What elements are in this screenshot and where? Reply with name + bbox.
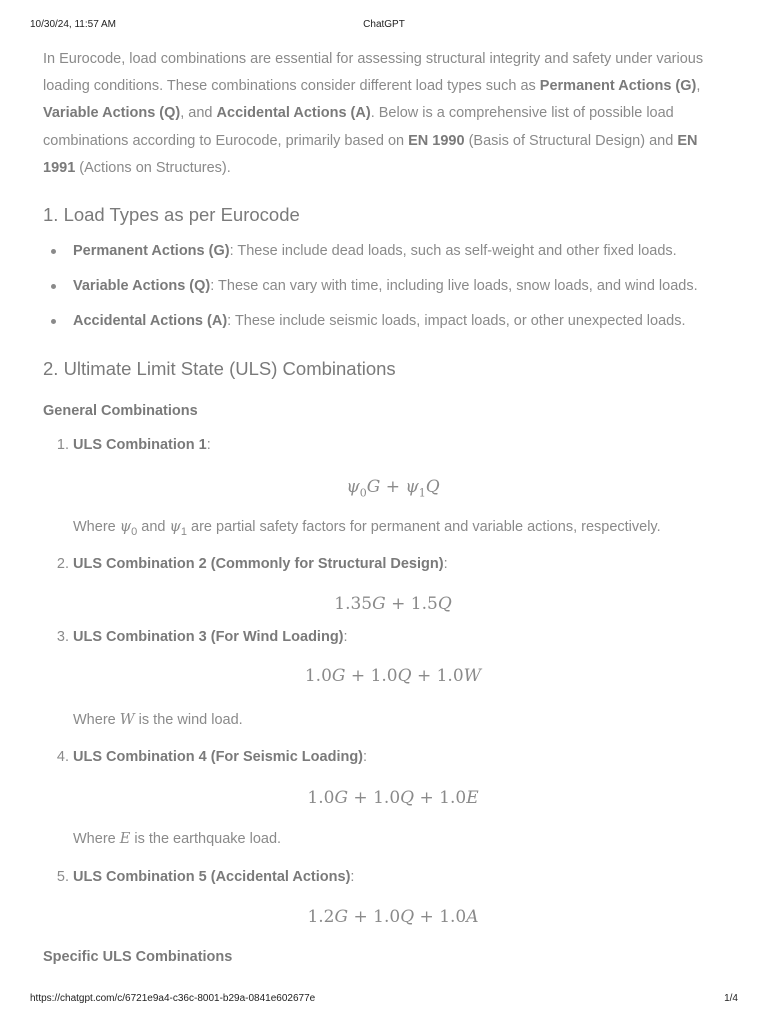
note-symbol: E xyxy=(119,831,131,847)
section-heading-load-types: 1. Load Types as per Eurocode xyxy=(43,204,300,225)
bullet-text: : These include seismic loads, impact loads, or other unexpected loads. xyxy=(227,313,686,329)
bullet-term: Variable Actions (Q) xyxy=(73,278,211,294)
formula-variable: Q xyxy=(437,594,452,614)
formula-operator: + xyxy=(414,788,440,808)
bullet-text: : These include dead loads, such as self-weight and other fixed loads. xyxy=(229,243,677,259)
note-3 xyxy=(73,712,243,728)
formula-coefficient: 1.0 xyxy=(307,788,335,808)
formula-coefficient: 1.0 xyxy=(373,788,401,808)
list-number: 5. xyxy=(56,869,69,885)
formula-variable: Q xyxy=(400,907,415,927)
formula-coefficient: 1.0 xyxy=(439,788,467,808)
formula-2 xyxy=(43,594,743,614)
intro-text: In Eurocode, load combinations are essential for assessing structural integrity and safety under various loading conditions. These combinations consider different load types such as xyxy=(43,51,704,95)
note-text: is the earthquake load. xyxy=(130,831,282,847)
formula-variable: Q xyxy=(425,477,440,497)
document-body xyxy=(43,46,728,965)
intro-text: . Below is a comprehensive list of possible load combinations according to Eurocode, primarily based on xyxy=(43,105,674,149)
intro-text: (Basis of Structural Design) and xyxy=(464,132,678,149)
formula-variable: G xyxy=(331,666,346,686)
formula-variable: A xyxy=(466,907,479,927)
list-number: 1. xyxy=(56,437,69,453)
bullet-icon xyxy=(51,249,56,254)
note-text: Where xyxy=(73,712,120,728)
label-colon: : xyxy=(363,749,368,765)
label-colon: : xyxy=(343,629,348,645)
combination-label xyxy=(73,435,211,455)
list-number: 4. xyxy=(56,749,69,765)
combination-title: ULS Combination 1 xyxy=(73,437,207,453)
formula-1 xyxy=(43,477,743,499)
list-item xyxy=(43,275,743,310)
note-text: is the wind load. xyxy=(134,712,243,728)
combination-label xyxy=(73,554,448,574)
intro-bold: Accidental Actions (A) xyxy=(216,105,371,122)
note-text: and xyxy=(137,519,170,535)
combination-title: ULS Combination 3 (For Wind Loading) xyxy=(73,629,344,645)
formula-variable: G xyxy=(334,788,349,808)
note-1 xyxy=(73,519,661,538)
note-4 xyxy=(73,831,281,847)
formula-symbol: ψ xyxy=(405,477,419,497)
formula-subscript: 0 xyxy=(359,486,367,500)
combination-label xyxy=(73,867,354,887)
formula-operator: + xyxy=(385,594,411,614)
formula-coefficient: 1.0 xyxy=(439,907,467,927)
formula-variable: W xyxy=(463,666,482,686)
intro-text: (Actions on Structures). xyxy=(75,159,231,176)
note-text: are partial safety factors for permanent and variable actions, respectively. xyxy=(187,519,661,535)
list-number: 3. xyxy=(56,629,69,645)
intro-bold: EN 1990 xyxy=(408,132,465,149)
note-text: Where xyxy=(73,519,120,535)
bullet-term: Accidental Actions (A) xyxy=(73,313,228,329)
bullet-icon xyxy=(51,284,56,289)
load-types-list xyxy=(43,240,743,345)
intro-text: , xyxy=(696,78,701,95)
intro-bold: Variable Actions (Q) xyxy=(43,105,181,122)
note-subscript: 0 xyxy=(131,525,138,538)
print-date: 10/30/24, 11:57 AM xyxy=(30,19,116,30)
formula-operator: + xyxy=(414,907,440,927)
formula-coefficient: 1.5 xyxy=(410,594,438,614)
subheading-general: General Combinations xyxy=(43,403,198,419)
combination-title: ULS Combination 2 (Commonly for Structural Design) xyxy=(73,556,444,572)
formula-5 xyxy=(43,907,743,927)
formula-operator: + xyxy=(411,666,437,686)
formula-variable: G xyxy=(372,594,386,614)
formula-operator: + xyxy=(348,907,374,927)
formula-4 xyxy=(43,788,743,808)
formula-variable: Q xyxy=(397,666,412,686)
intro-paragraph xyxy=(43,46,728,182)
formula-3 xyxy=(43,666,743,686)
formula-coefficient: 1.0 xyxy=(370,666,398,686)
bullet-text: : These can vary with time, including live loads, snow loads, and wind loads. xyxy=(210,278,698,294)
bullet-icon xyxy=(51,319,56,324)
formula-coefficient: 1.35 xyxy=(334,594,373,614)
formula-operator: + xyxy=(348,788,374,808)
intro-bold: EN 1991 xyxy=(43,132,698,176)
formula-symbol: ψ xyxy=(346,477,360,497)
note-subscript: 1 xyxy=(180,525,187,538)
formula-variable: G xyxy=(334,907,349,927)
print-url: https://chatgpt.com/c/6721e9a4-c36c-8001-b29a-0841e602677e xyxy=(30,993,316,1004)
intro-text: , and xyxy=(180,105,217,122)
formula-variable: G xyxy=(366,477,381,497)
note-symbol: ψ xyxy=(169,519,181,535)
subheading-specific: Specific ULS Combinations xyxy=(43,949,233,965)
list-number: 2. xyxy=(56,556,69,572)
note-text: Where xyxy=(73,831,120,847)
list-item xyxy=(43,310,743,345)
label-colon: : xyxy=(350,869,355,885)
formula-coefficient: 1.0 xyxy=(436,666,464,686)
note-symbol: ψ xyxy=(119,519,132,535)
formula-operator: + xyxy=(380,477,406,497)
label-colon: : xyxy=(206,437,211,453)
combination-title: ULS Combination 4 (For Seismic Loading) xyxy=(73,749,364,765)
combination-label xyxy=(73,747,367,767)
formula-coefficient: 1.0 xyxy=(304,666,332,686)
list-item xyxy=(43,240,743,275)
print-title: ChatGPT xyxy=(363,19,405,30)
formula-variable: Q xyxy=(400,788,415,808)
formula-operator: + xyxy=(345,666,371,686)
combination-title: ULS Combination 5 (Accidental Actions) xyxy=(73,869,351,885)
page-number: 1/4 xyxy=(724,993,738,1004)
formula-coefficient: 1.0 xyxy=(373,907,401,927)
formula-subscript: 1 xyxy=(418,486,426,500)
formula-coefficient: 1.2 xyxy=(307,907,335,927)
formula-variable: E xyxy=(466,788,479,808)
combination-label xyxy=(73,627,348,647)
bullet-term: Permanent Actions (G) xyxy=(73,243,230,259)
section-heading-uls: 2. Ultimate Limit State (ULS) Combinations xyxy=(43,358,396,379)
note-symbol: W xyxy=(119,712,135,728)
label-colon: : xyxy=(443,556,448,572)
intro-bold: Permanent Actions (G) xyxy=(539,78,697,95)
